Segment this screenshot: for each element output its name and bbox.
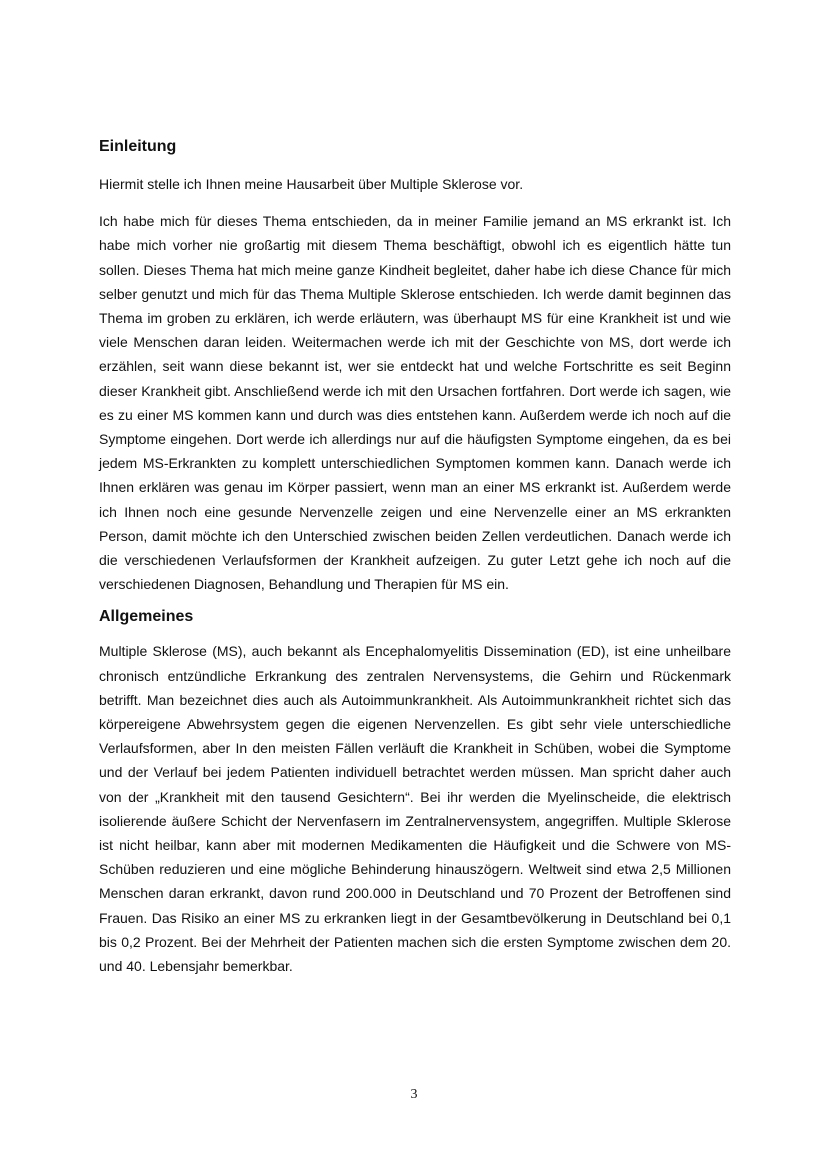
section-heading-allgemeines: Allgemeines — [99, 608, 194, 626]
section-einleitung — [99, 136, 731, 596]
section-heading-einleitung: Einleitung — [99, 138, 177, 155]
section-allgemeines — [99, 606, 731, 978]
document-page — [99, 136, 731, 978]
intro-paragraph-1: Hiermit stelle ich Ihnen meine Hausarbeit über Multiple Sklerose vor. — [99, 176, 524, 192]
general-paragraph: Multiple Sklerose (MS), auch bekannt als Encephalomyelitis Dissemination (ED), ist eine unheilbare chronisch entzündliche Erkrankung des zentralen Nervensystems, die Gehirn und Rückenmark betrifft. Man bezeichnet dies auch als Autoimmunkrankheit. Als Autoimmunkrankheit richtet sich das körpereigene Abwehrsystem gegen die eigenen Nervenzellen. Es gibt sehr viele unterschiedliche Verlaufsformen, aber In den meisten Fällen verläuft die Krankheit in Schüben, wobei die Symptome und der Verlauf bei jedem Patienten individuell betrachtet werden müssen. Man spricht daher auch von der „Krankheit mit den tausend Gesichtern“. Bei ihr werden die Myelinscheide, die elektrisch isolierende äußere Schicht der Nervenfasern im Zentralnervensystem, angegriffen. Multiple Sklerose ist nicht heilbar, kann aber mit modernen Medikamenten die Häufigkeit und die Schwere von MS-Schüben reduzieren und eine mögliche Behinderung hinauszögern. Weltweit sind etwa 2,5 Millionen Menschen daran erkrankt, davon rund 200.000 in Deutschland und 70 Prozent der Betroffenen sind Frauen. Das Risiko an einer MS zu erkranken liegt in der Gesamtbevölkerung in Deutschland bei 0,1 bis 0,2 Prozent. Bei der Mehrheit der Patienten machen sich die ersten Symptome zwischen dem 20. und 40. Lebensjahr bemerkbar. — [99, 643, 731, 975]
page-number: 3 — [410, 1087, 418, 1102]
intro-paragraph-2: Ich habe mich für dieses Thema entschieden, da in meiner Familie jemand an MS erkrankt ist. Ich habe mich vorher nie großartig mit diesem Thema beschäftigt, obwohl ich es eigentlich hätte tun sollen. Dieses Thema hat mich meine ganze Kindheit begleitet, daher habe ich diese Chance für mich selber genutzt und mich für das Thema Multiple Sklerose entschieden. Ich werde damit beginnen das Thema im groben zu erklären, ich werde erläutern, was überhaupt MS für eine Krankheit ist und wie viele Menschen daran leiden. Weitermachen werde ich mit der Geschichte von MS, dort werde ich erzählen, seit wann diese bekannt ist, wer sie entdeckt hat und welche Fortschritte es seit Beginn dieser Krankheit gibt. Anschließend werde ich mit den Ursachen fortfahren. Dort werde ich sagen, wie es zu einer MS kommen kann und durch was dies entstehen kann. Außerdem werde ich noch auf die Symptome eingehen. Dort werde ich allerdings nur auf die häufigsten Symptome eingehen, da es bei jedem MS-Erkrankten zu komplett unterschiedlichen Symptomen kommen kann. Danach werde ich Ihnen erklären was genau im Körper passiert, wenn man an einer MS erkrankt ist. Außerdem werde ich Ihnen noch eine gesunde Nervenzelle zeigen und eine Nervenzelle einer an MS erkrankten Person, damit möchte ich den Unterschied zwischen beiden Zellen verdeutlichen. Danach werde ich die verschiedenen Verlaufsformen der Krankheit aufzeigen. Zu guter Letzt gehe ich noch auf die verschiedenen Diagnosen, Behandlung und Therapien für MS ein. — [99, 213, 731, 593]
